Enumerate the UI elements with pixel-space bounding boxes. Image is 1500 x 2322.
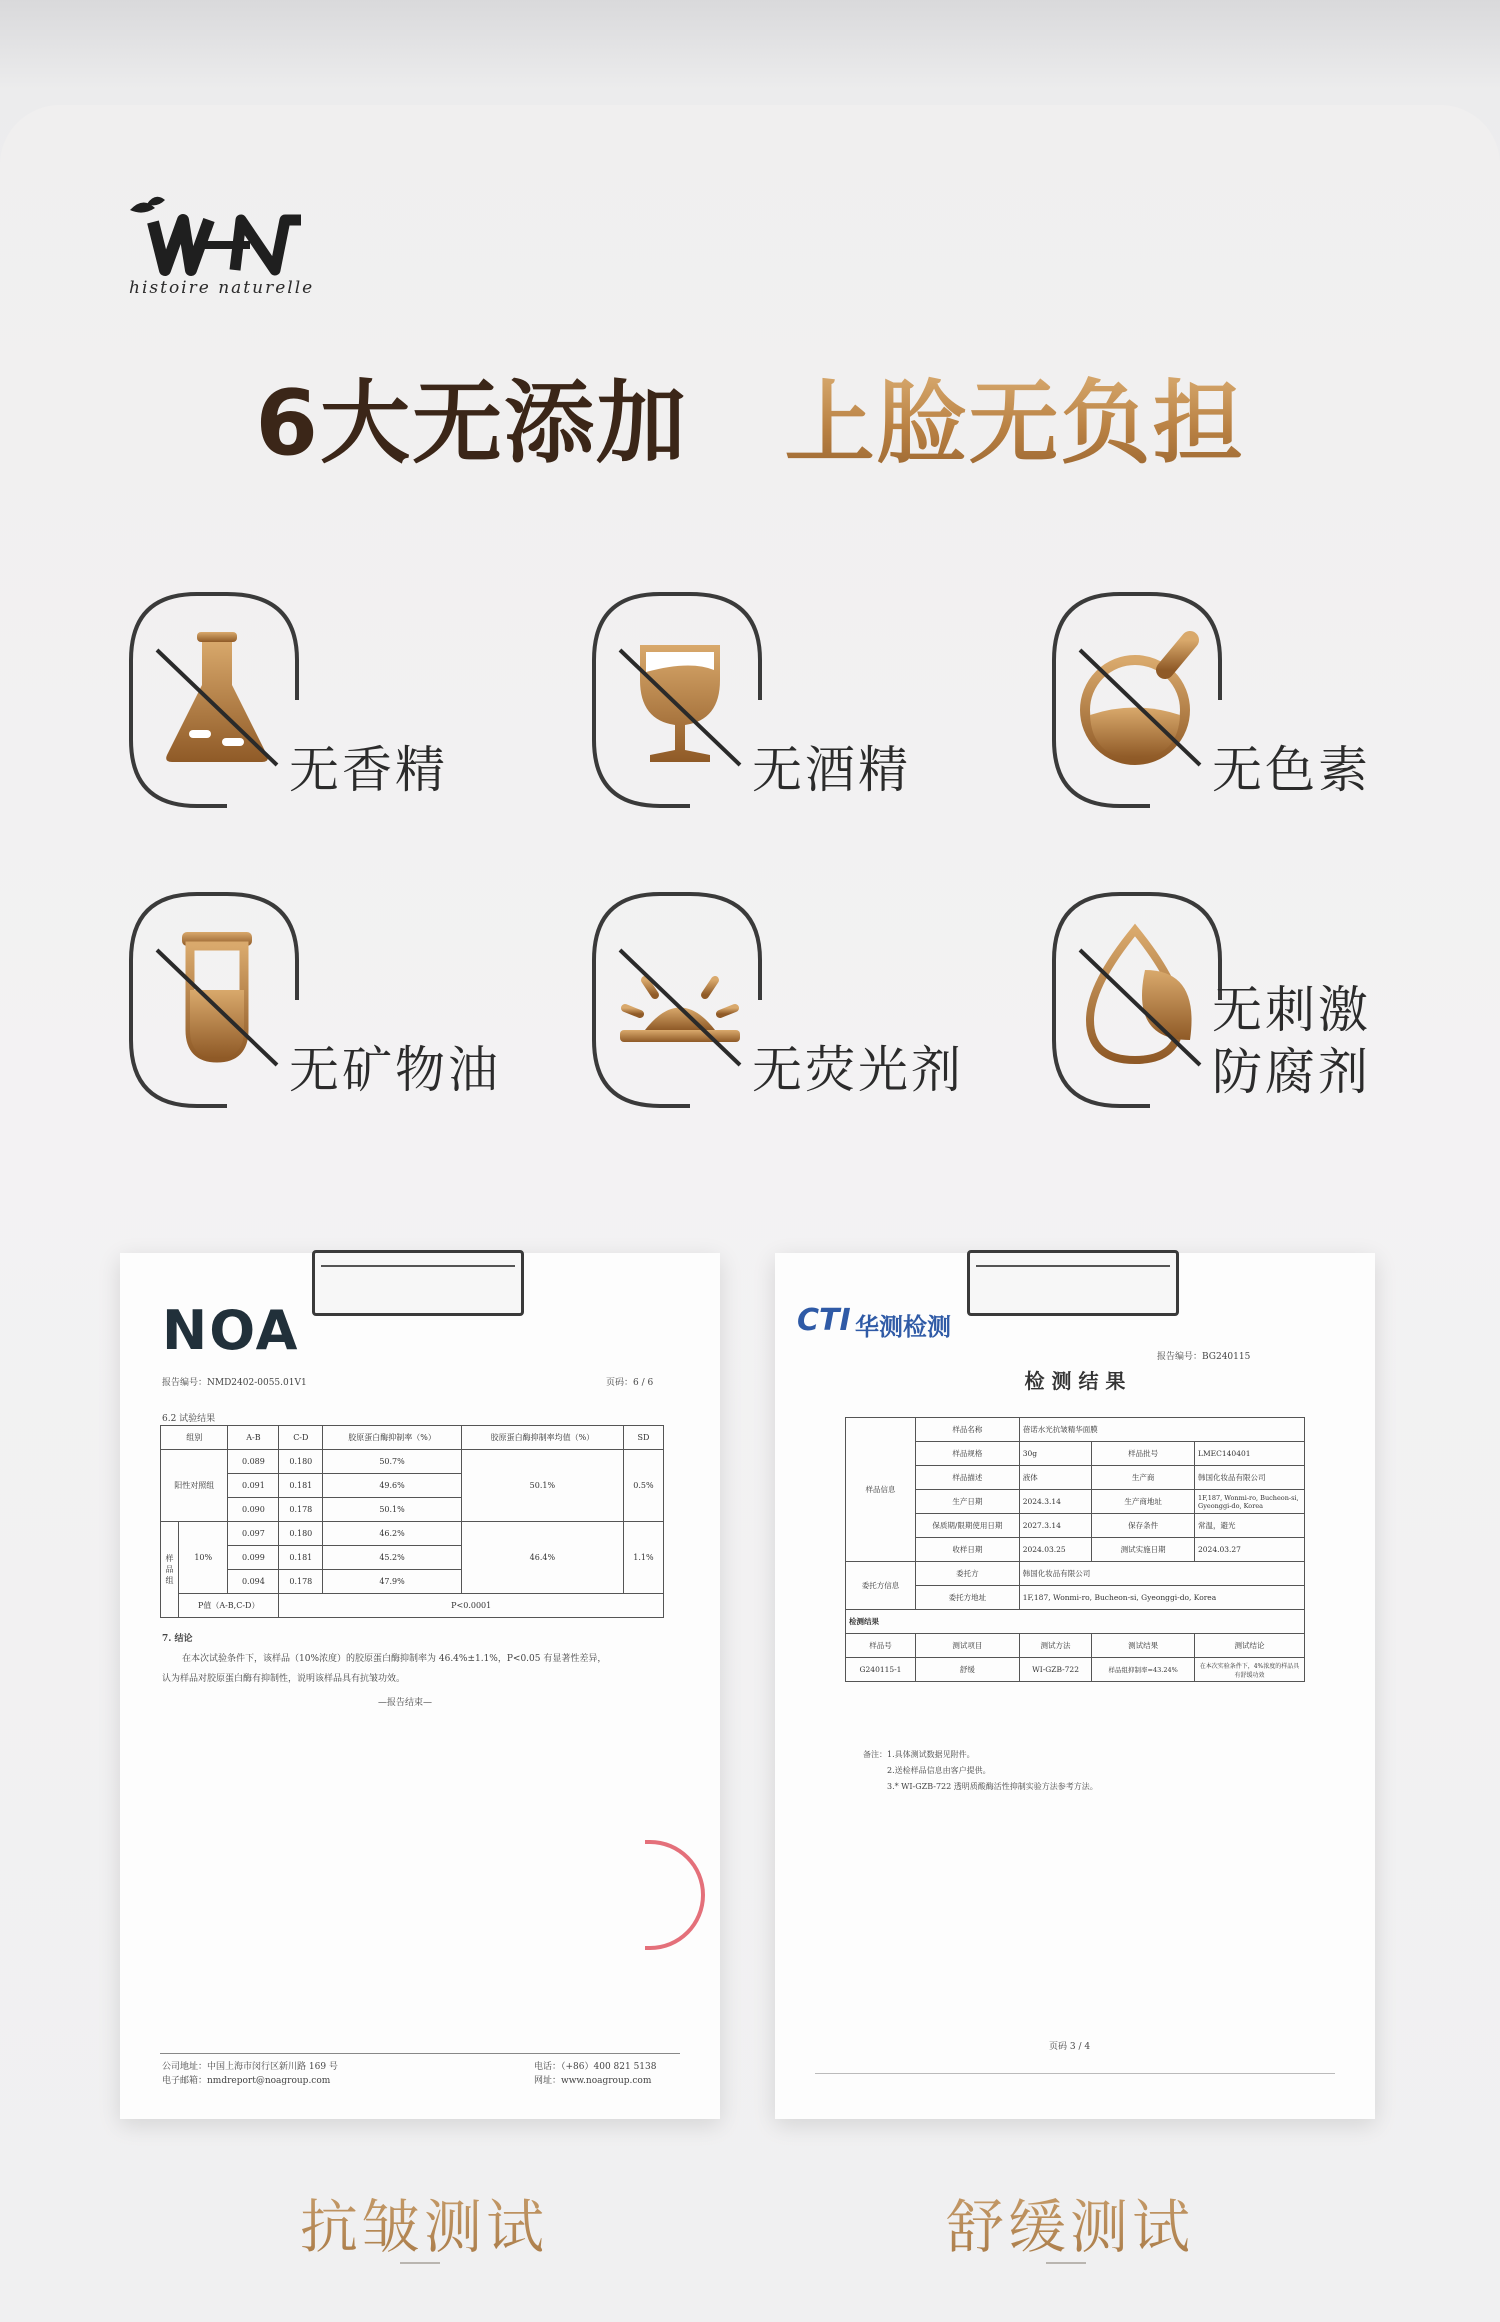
table-cell: 0.090 [228,1498,279,1522]
feature-label: 无酒精 [752,741,911,799]
table-cell: 0.180 [279,1450,323,1474]
conclusion-line1: 在本次试验条件下，该样品（10%浓度）的胶原蛋白酶抑制率为 46.4%±1.1%，P<0.05 有显著性差异， [182,1654,607,1664]
report-number: 报告编号：NMD2402-0055.01V1 [162,1378,307,1388]
table-cell: 0.099 [228,1546,279,1570]
table-cell: 2024.03.25 [1019,1538,1092,1562]
table-header: 样品号 [846,1634,916,1658]
table-cell: 阳性对照组 [161,1450,228,1522]
caption-anti-wrinkle: 抗皱测试 [300,2180,548,2264]
note-2: 2.送检样品信息由客户提供。 [887,1766,991,1775]
caption-underline [400,2262,440,2264]
table-cell: 生产日期 [916,1490,1020,1514]
table-cell: P<0.0001 [279,1594,664,1618]
table-cell: 47.9% [323,1570,462,1594]
anti-wrinkle-report [120,1253,720,2119]
leaf-drop-icon [1050,890,1230,1110]
cti-logo: CTI [797,1303,851,1338]
table-cell: 46.2% [323,1522,462,1546]
cti-logo-cn: 华测检测 [855,1313,951,1341]
footer-divider [160,2053,680,2054]
hn-logo-mark-icon [125,190,315,280]
table-cell: P值（A-B,C-D） [179,1594,279,1618]
table-cell: 46.4% [461,1522,623,1594]
table-header: 胶原蛋白酶抑制率均值（%） [461,1426,623,1450]
conclusion-title: 7. 结论 [162,1634,193,1644]
flask-icon [127,590,307,810]
table-cell: 2024.3.14 [1019,1490,1092,1514]
conclusion-line2: 认为样品对胶原蛋白酶有抑制性，说明该样品具有抗皱功效。 [162,1674,406,1684]
headline-part2: 上脸无负担 [784,371,1245,476]
table-cell: 0.180 [279,1522,323,1546]
table-cell: 液体 [1019,1466,1092,1490]
table-cell: WI-GZB-722 [1019,1658,1092,1682]
table-cell: 测试实施日期 [1092,1538,1195,1562]
table-header: C-D [279,1426,323,1450]
feature-no-fluorescent [590,890,964,1130]
table-header: 测试项目 [916,1634,1020,1658]
brand-logo [125,190,315,310]
table-cell: 50.1% [323,1498,462,1522]
table-cell: 50.7% [323,1450,462,1474]
note-1: 备注：1.具体测试数据见附件。 [863,1750,975,1759]
table-cell: 保质期/限期使用日期 [916,1514,1020,1538]
inhibition-table [160,1425,664,1618]
feature-no-irritant-preservative [1050,890,1410,1130]
table-cell: 0.097 [228,1522,279,1546]
report-end: —报告结束— [378,1698,433,1708]
table-cell: 1F,187, Wonmi-ro, Bucheon-si, Gyeonggi-do, Korea [1019,1586,1304,1610]
caption-underline [1046,2262,1086,2264]
table-cell: 蓓诺水光抗皱精华面膜 [1019,1418,1304,1442]
test-tube-icon [127,890,307,1110]
table-cell: 0.181 [279,1474,323,1498]
report-number: 报告编号：BG240115 [1157,1352,1251,1362]
sun-icon [590,890,770,1110]
headline-part1: 6大无添加 [255,371,688,476]
table-cell: 0.094 [228,1570,279,1594]
table-cell: 49.6% [323,1474,462,1498]
feature-label: 无香精 [289,741,448,799]
table-cell: 10% [179,1522,228,1594]
table-cell: 韩国化妆品有限公司 [1019,1562,1304,1586]
table-cell: 保存条件 [1092,1514,1195,1538]
soothing-report [775,1253,1375,2119]
table-cell: 0.089 [228,1450,279,1474]
table-header: 胶原蛋白酶抑制率（%） [323,1426,462,1450]
table-cell: G240115-1 [846,1658,916,1682]
table-header: 组别 [161,1426,228,1450]
table-header: A-B [228,1426,279,1450]
report-title: 检 测 结 果 [1024,1369,1126,1393]
table-cell: 委托方 [916,1562,1020,1586]
table-cell: 0.5% [623,1450,663,1522]
table-cell: 0.181 [279,1546,323,1570]
table-cell: 0.091 [228,1474,279,1498]
table-header: 测试方法 [1019,1634,1092,1658]
table-cell: 样品规格 [916,1442,1020,1466]
feature-no-mineral-oil [127,890,501,1130]
table-cell: 样品信息 [846,1418,916,1562]
feature-no-fragrance [127,590,487,830]
noa-logo: NOA [162,1299,300,1362]
headline [0,350,1500,480]
table-cell: 生产商 [1092,1466,1195,1490]
feature-label: 无刺激 [1212,981,1371,1039]
table-cell: 50.1% [461,1450,623,1522]
feature-no-colorant [1050,590,1410,830]
table-cell: 样品名称 [916,1418,1020,1442]
table-cell: 0.178 [279,1498,323,1522]
round-flask-icon [1050,590,1230,810]
footer-email: 电子邮箱：nmdreport@noagroup.com [162,2076,331,2086]
table-cell: 2027.3.14 [1019,1514,1092,1538]
table-cell: 韩国化妆品有限公司 [1195,1466,1305,1490]
feature-label-line2: 防腐剂 [1212,1043,1371,1101]
table-cell: 生产商地址 [1092,1490,1195,1514]
table-cell: 样品描述 [916,1466,1020,1490]
table-header: 测试结果 [1092,1634,1195,1658]
report-section: 6.2 试验结果 [162,1414,216,1424]
report-page: 页码 3 / 4 [1049,2042,1091,2052]
wine-glass-icon [590,590,770,810]
footer-phone: 电话：（+86）400 821 5138 [534,2062,657,2072]
table-cell: LMEC140401 [1195,1442,1305,1466]
table-cell: 样品组抑制率=43.24% [1092,1658,1195,1682]
caption-soothing: 舒缓测试 [946,2180,1194,2264]
table-cell: 45.2% [323,1546,462,1570]
table-cell: 样品组 [161,1522,179,1618]
feature-label: 无荧光剂 [752,1041,964,1099]
table-cell: 30g [1019,1442,1092,1466]
table-cell: 常温，避光 [1195,1514,1305,1538]
footer-website: 网址：www.noagroup.com [534,2076,652,2086]
footer-address: 公司地址：中国上海市闵行区新川路 169 号 [162,2062,338,2072]
table-cell: 0.178 [279,1570,323,1594]
table-cell: 舒缓 [916,1658,1020,1682]
table-header: SD [623,1426,663,1450]
sample-info-table [845,1417,1305,1682]
clipboard-clip-icon [967,1250,1179,1316]
table-cell: 收样日期 [916,1538,1020,1562]
feature-label: 无矿物油 [289,1041,501,1099]
table-cell: 在本次实验条件下，4%浓度的样品具有舒缓功效 [1195,1658,1305,1682]
feature-no-alcohol [590,590,950,830]
report-page: 页码：6 / 6 [606,1378,654,1388]
note-3: 3.* WI-GZB-722 透明质酸酶活性抑制实验方法参考方法。 [887,1782,1098,1791]
table-cell: 1.1% [623,1522,663,1594]
logo-tagline: histoire naturelle [129,278,315,298]
clipboard-clip-icon [312,1250,524,1316]
feature-label: 无色素 [1212,741,1371,799]
table-cell: 1F,187, Wonmi-ro, Bucheon-si, Gyeonggi-do, Korea [1195,1490,1305,1514]
table-cell: 样品批号 [1092,1442,1195,1466]
table-cell: 2024.03.27 [1195,1538,1305,1562]
footer-divider [815,2073,1335,2074]
table-cell: 检测结果 [846,1610,1305,1634]
table-cell: 委托方地址 [916,1586,1020,1610]
table-cell: 委托方信息 [846,1562,916,1610]
table-header: 测试结论 [1195,1634,1305,1658]
